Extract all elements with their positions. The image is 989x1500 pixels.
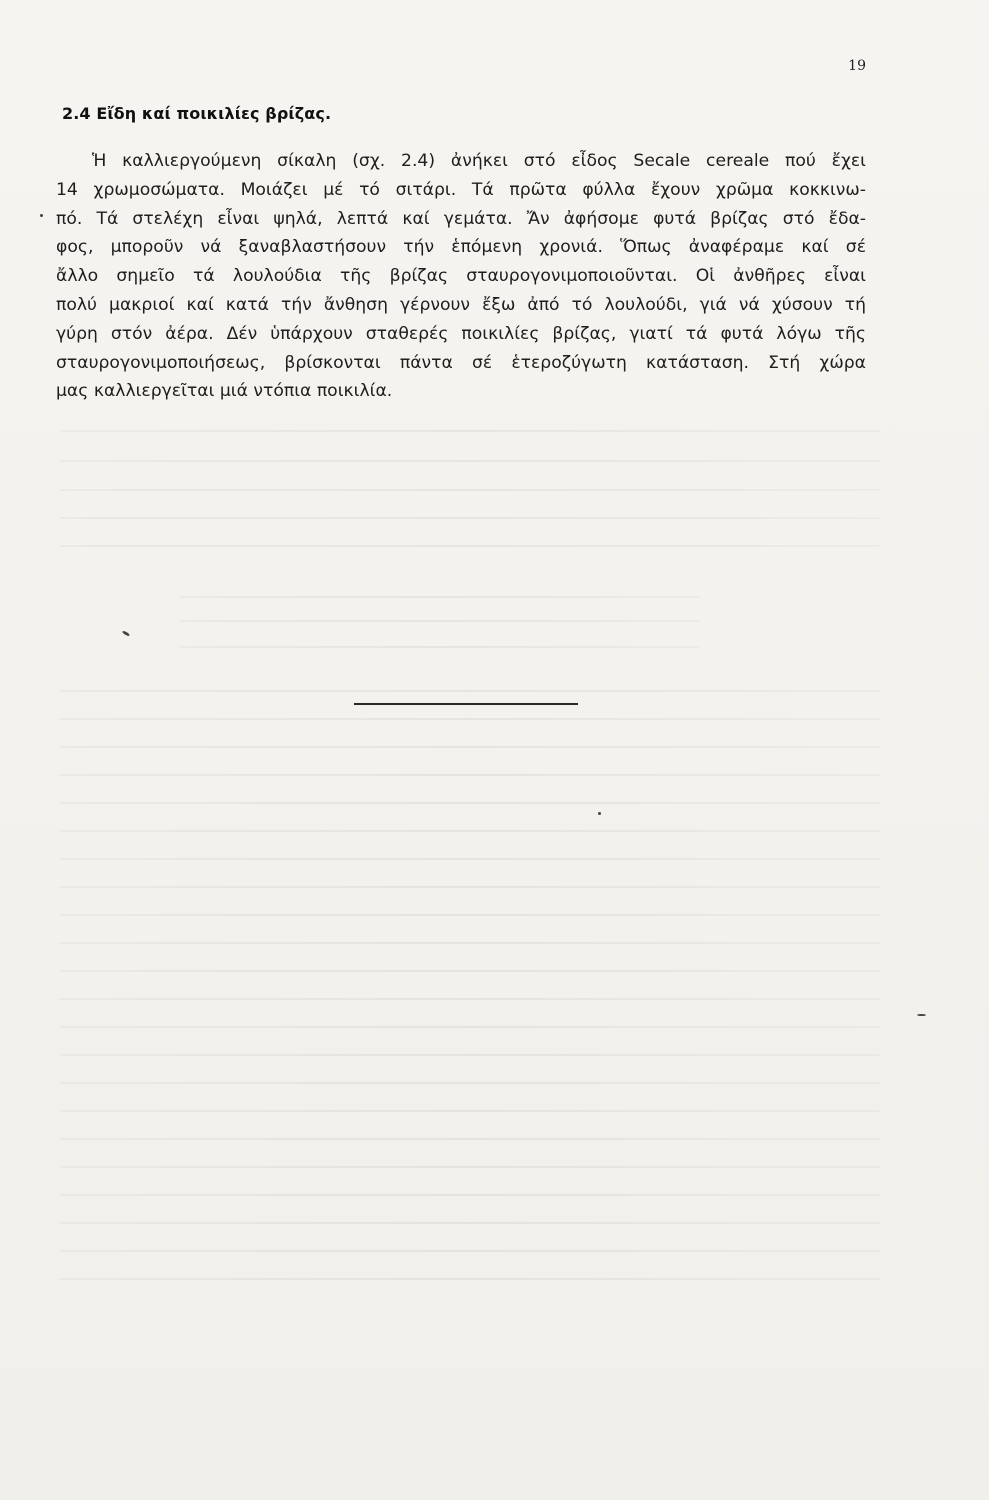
bleed-through-line xyxy=(60,1250,880,1252)
paragraph-line: γύρη στόν ἀέρα. Δέν ὑπάρχουν σταθερές ποικιλίες βρίζας, γιατί τά φυτά λόγω τῆς xyxy=(56,323,866,344)
scan-speck xyxy=(40,214,43,217)
bleed-through-line xyxy=(60,970,880,972)
bleed-through-line xyxy=(60,1138,880,1140)
bleed-through-line xyxy=(180,596,700,598)
paragraph-line: σταυρογονιμοποιήσεως, βρίσκονται πάντα σέ ἑτεροζύγωτη κατάσταση. Στή χώρα xyxy=(56,352,866,373)
bleed-through-line xyxy=(180,620,700,622)
bleed-through-line xyxy=(60,802,880,804)
bleed-through-line xyxy=(60,1166,880,1168)
paragraph-line: ἄλλο σημεῖο τά λουλούδια τῆς βρίζας σταυρογονιμοποιοῦνται. Οἱ ἀνθῆρες εἶναι xyxy=(56,266,866,287)
bleed-through-line xyxy=(60,914,880,916)
bleed-through-line xyxy=(60,830,880,832)
bleed-through-line xyxy=(60,746,880,748)
bleed-through-line xyxy=(60,1110,880,1112)
bleed-through-line xyxy=(60,886,880,888)
bleed-through-line xyxy=(60,774,880,776)
bleed-through-line xyxy=(60,517,880,519)
bleed-through-line xyxy=(60,718,880,720)
paragraph-line: μας καλλιεργεῖται μιά ντόπια ποικιλία. xyxy=(56,381,393,402)
scan-speck xyxy=(917,1014,926,1016)
page-number: 19 xyxy=(848,58,866,74)
bleed-through-line xyxy=(60,1194,880,1196)
scan-speck xyxy=(598,812,601,815)
bleed-through-line xyxy=(60,942,880,944)
body-paragraph xyxy=(56,147,866,406)
paragraph-line: πό. Τά στελέχη εἶναι ψηλά, λεπτά καί γεμάτα. Ἄν ἀφήσομε φυτά βρίζας στό ἔδα- xyxy=(56,208,866,229)
bleed-through-line xyxy=(60,1278,880,1280)
horizontal-rule xyxy=(354,703,578,705)
scan-speck xyxy=(122,630,130,637)
section-heading: 2.4 Εἴδη καί ποικιλίες βρίζας. xyxy=(62,104,332,123)
bleed-through-line xyxy=(60,430,880,432)
paragraph-line: 14 χρωμοσώματα. Μοιάζει μέ τό σιτάρι. Τά πρῶτα φύλλα ἔχουν χρῶμα κοκκινω- xyxy=(56,179,866,200)
paragraph-line: φος, μποροῦν νά ξαναβλαστήσουν τήν ἑπόμενη χρονιά. Ὅπως ἀναφέραμε καί σέ xyxy=(56,237,866,258)
bleed-through-line xyxy=(60,998,880,1000)
bleed-through-line xyxy=(60,1082,880,1084)
bleed-through-line xyxy=(60,545,880,547)
paragraph-line: Ἡ καλλιεργούμενη σίκαλη (σχ. 2.4) ἀνήκει στό εἶδος Secale cereale πού ἔχει xyxy=(92,151,866,171)
bleed-through-line xyxy=(60,690,880,692)
bleed-through-line xyxy=(60,858,880,860)
bleed-through-line xyxy=(60,489,880,491)
bleed-through-line xyxy=(60,460,880,462)
bleed-through-line xyxy=(60,1026,880,1028)
paragraph-line: πολύ μακριοί καί κατά τήν ἄνθηση γέρνουν ἔξω ἀπό τό λουλούδι, γιά νά χύσουν τή xyxy=(56,294,866,315)
bleed-through-line xyxy=(180,646,700,648)
bleed-through-line xyxy=(60,1222,880,1224)
bleed-through-line xyxy=(60,1054,880,1056)
